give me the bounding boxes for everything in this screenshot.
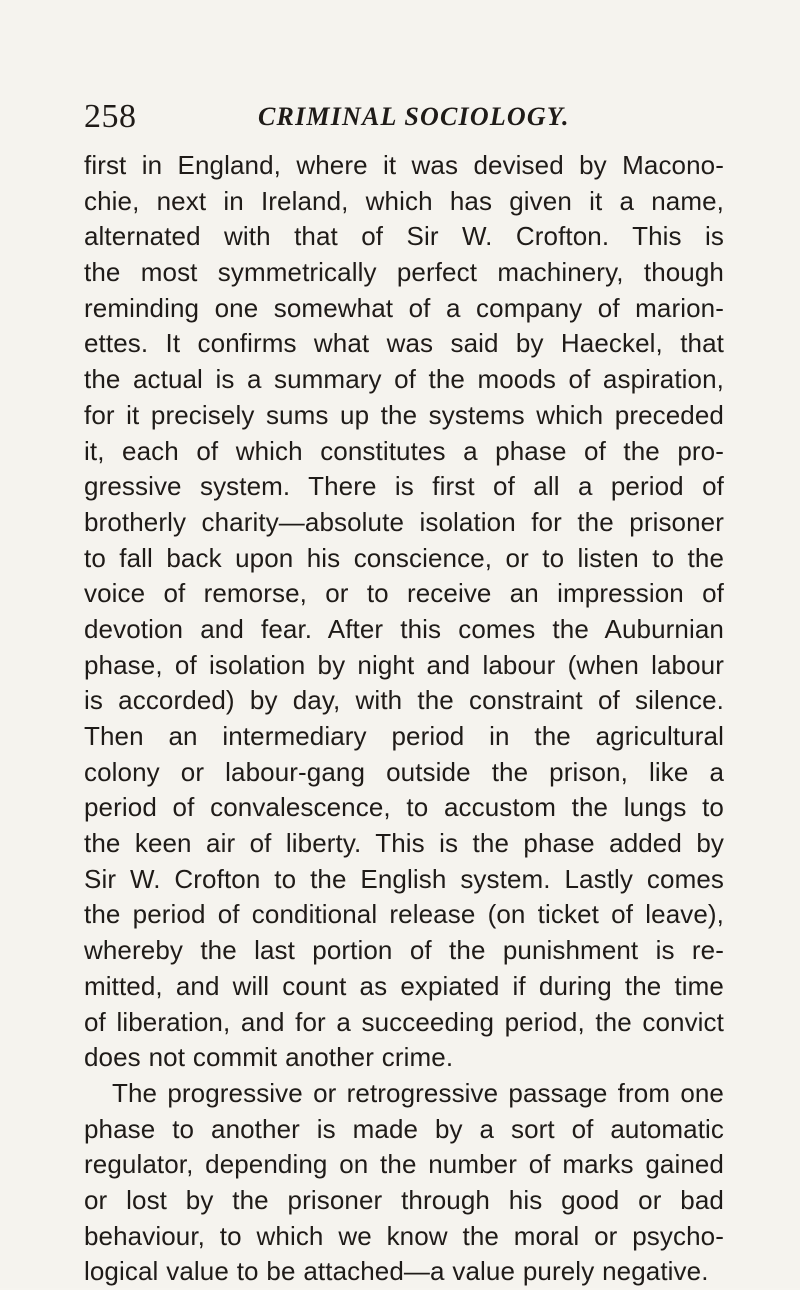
text-line: first in England, where it was devised by Macono-: [84, 150, 724, 180]
text-line: ettes. It confirms what was said by Haeckel, that: [84, 328, 724, 359]
text-line: it, each of which constitutes a phase of the pro-: [84, 435, 724, 466]
text-line: behaviour, to which we know the moral or psycho-: [84, 1220, 724, 1251]
text-line: gressive system. There is first of all a period of: [84, 471, 724, 502]
text-line: is accorded) by day, with the constraint of silence.: [84, 685, 724, 716]
running-head: CRIMINAL SOCIOLOGY.: [258, 102, 570, 131]
text-line: phase to another is made by a sort of automatic: [84, 1113, 724, 1144]
text-line: voice of remorse, or to receive an impression of: [84, 578, 724, 609]
text-line: regulator, depending on the number of marks gained: [84, 1149, 724, 1180]
paragraph-1: [84, 148, 724, 1076]
text-line: colony or labour-gang outside the prison, like a: [84, 756, 724, 787]
text-line: whereby the last portion of the punishment is re-: [84, 935, 724, 966]
text-line: the most symmetrically perfect machinery, though: [84, 257, 724, 288]
text-line: the period of conditional release (on ticket of leave),: [84, 899, 724, 930]
text-line: brotherly charity—absolute isolation for the prisoner: [84, 506, 724, 537]
text-line: or lost by the prisoner through his good or bad: [84, 1184, 724, 1215]
text-line: logical value to be attached—a value purely negative.: [84, 1256, 709, 1287]
text-line: the actual is a summary of the moods of aspiration,: [84, 364, 724, 395]
text-line: reminding one somewhat of a company of marion-: [84, 292, 724, 323]
text-line: devotion and fear. After this comes the Auburnian: [84, 613, 724, 644]
text-line: of liberation, and for a succeeding period, the convict: [84, 1006, 724, 1037]
text-line: Then an intermediary period in the agricultural: [84, 721, 724, 751]
text-line: chie, next in Ireland, which has given it a name,: [84, 185, 724, 216]
text-line: to fall back upon his conscience, or to listen to the: [84, 542, 724, 573]
page-header: [84, 92, 724, 142]
page-number: 258: [84, 98, 137, 135]
text-line: does not commit another crime.: [84, 1042, 454, 1073]
text-line: alternated with that of Sir W. Crofton. This is: [84, 221, 724, 252]
text-line: period of convalescence, to accustom the lungs to: [84, 792, 724, 823]
text-line: The progressive or retrogressive passage from one: [112, 1077, 724, 1108]
text-line: mitted, and will count as expiated if during the time: [84, 970, 724, 1001]
text-line: phase, of isolation by night and labour (when labour: [84, 649, 724, 680]
text-line: the keen air of liberty. This is the phase added by: [84, 828, 724, 859]
text-line: for it precisely sums up the systems which preceded: [84, 399, 724, 430]
text-line: Sir W. Crofton to the English system. Lastly comes: [84, 863, 724, 894]
paragraph-2: [84, 1076, 724, 1290]
body-text: [84, 148, 724, 1290]
